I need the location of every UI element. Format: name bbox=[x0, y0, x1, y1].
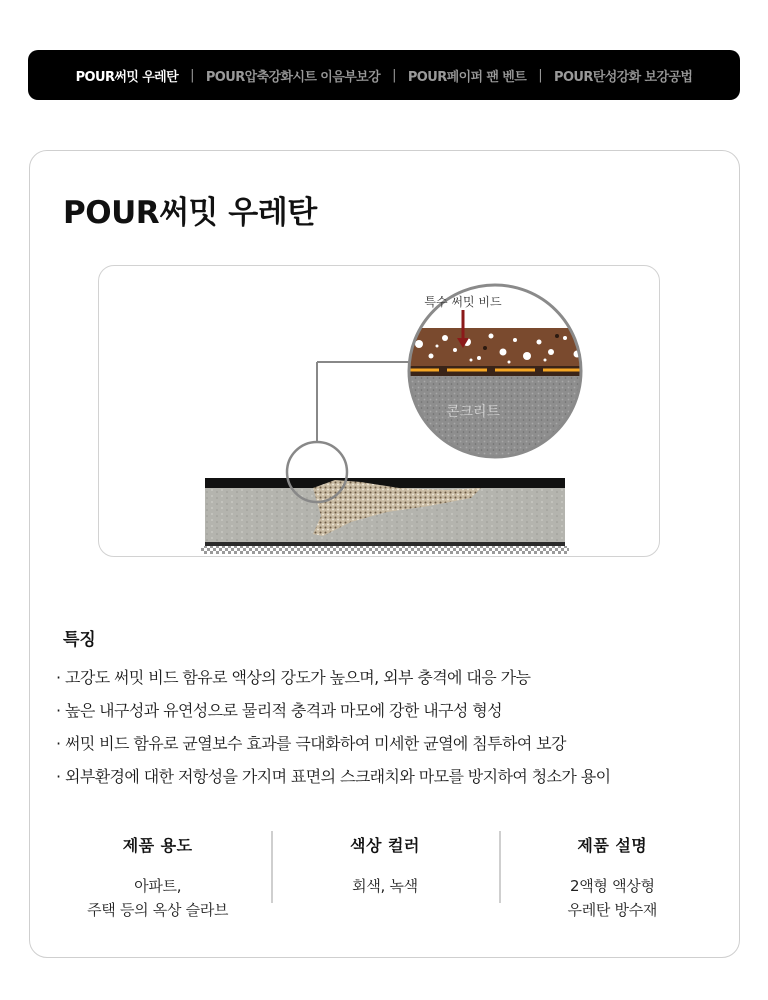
features-list bbox=[56, 661, 610, 793]
spec-description bbox=[499, 827, 726, 917]
spec-color-line1: 회색, 녹색 bbox=[352, 877, 418, 895]
spec-color-label: 색상 컬러 bbox=[350, 836, 420, 855]
feature-item: · 써밋 비드 함유로 균열보수 효과를 극대화하여 미세한 균열에 침투하여 보강 bbox=[56, 727, 610, 760]
spec-usage-line1: 아파트, bbox=[134, 877, 182, 895]
spec-description-value bbox=[499, 874, 726, 922]
spec-description-line1: 2액형 액상형 bbox=[569, 877, 655, 895]
spec-usage-label: 제품 용도 bbox=[122, 836, 193, 855]
bead-label: 특수 써밋 비드 bbox=[424, 295, 502, 309]
spec-usage bbox=[44, 827, 271, 917]
slab-cross-section bbox=[201, 478, 569, 554]
spec-usage-line2: 주택 등의 옥상 슬라브 bbox=[87, 901, 229, 919]
cross-section-illustration bbox=[99, 266, 660, 557]
feature-item: · 외부환경에 대한 저항성을 가지며 표면의 스크래치와 마모를 방지하여 청소가 용이 bbox=[56, 760, 610, 793]
product-specs bbox=[44, 827, 726, 917]
spec-description-label: 제품 설명 bbox=[577, 836, 648, 855]
product-title: POUR써밋 우레탄 bbox=[63, 195, 317, 231]
feature-item: · 고강도 써밋 비드 함유로 액상의 강도가 높으며, 외부 충격에 대응 가능 bbox=[56, 661, 610, 694]
tab-separator: | bbox=[538, 67, 543, 83]
spec-description-line2: 우레탄 방수재 bbox=[567, 901, 658, 919]
product-cross-section-figure bbox=[98, 265, 660, 557]
product-card bbox=[29, 150, 740, 958]
tab-separator: | bbox=[392, 67, 396, 83]
product-tab-bar bbox=[28, 50, 740, 100]
tab-separator: | bbox=[190, 67, 194, 83]
tab-pour-elastic-reinforcement[interactable]: POUR탄성강화 보강공법 bbox=[554, 69, 693, 85]
spec-usage-value bbox=[44, 874, 271, 922]
concrete-label: 콘크리트 bbox=[445, 404, 501, 420]
tab-pour-paper-fan-vent[interactable]: POUR페이퍼 팬 벤트 bbox=[407, 69, 527, 85]
tab-pour-compression-sheet[interactable]: POUR압축강화시트 이음부보강 bbox=[205, 69, 381, 85]
spec-color bbox=[271, 827, 498, 917]
features-heading: 특징 bbox=[63, 630, 96, 650]
tab-pour-summit-urethane[interactable]: POUR써밋 우레탄 bbox=[75, 69, 179, 85]
spec-color-value bbox=[271, 874, 498, 898]
feature-item: · 높은 내구성과 유연성으로 물리적 충격과 마모에 강한 내구성 형성 bbox=[56, 694, 610, 727]
